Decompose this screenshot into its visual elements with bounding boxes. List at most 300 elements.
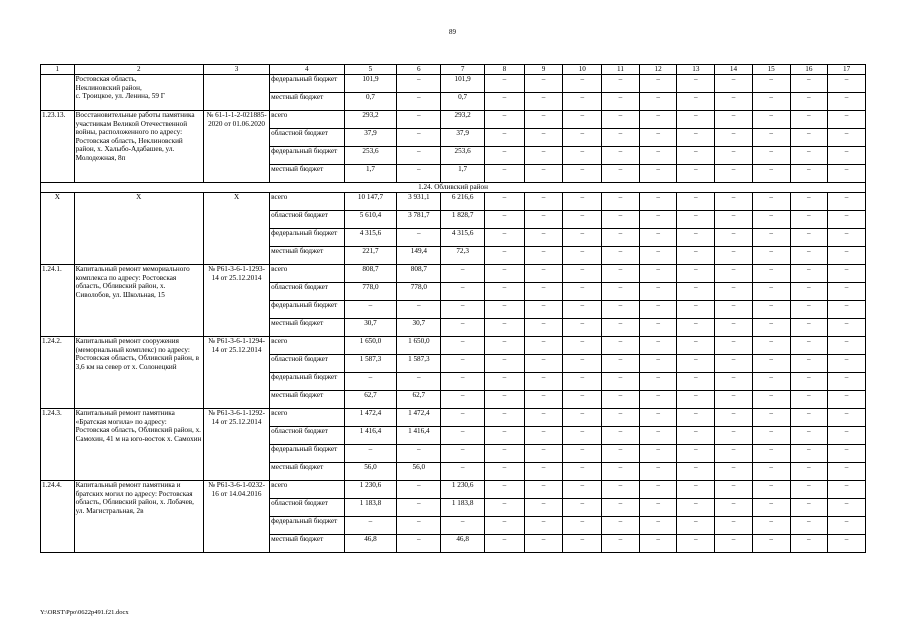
amount-c9: – <box>524 373 563 391</box>
amount-c6: 3 931,1 <box>397 193 441 211</box>
amount-c14: – <box>715 445 753 463</box>
amount-c8: – <box>485 165 525 183</box>
amount-c10: – <box>563 481 602 499</box>
amount-c7: – <box>441 445 485 463</box>
amount-c7: – <box>441 427 485 445</box>
funding-source: федеральный бюджет <box>270 147 344 165</box>
table-row <box>41 111 866 129</box>
amount-c10: – <box>563 337 602 355</box>
item-document: № Р61-3-6-1-1293-14 от 25.12.2014 <box>203 265 269 337</box>
funding-source: всего <box>270 409 344 427</box>
amount-c7: 1 230,6 <box>441 481 485 499</box>
amount-c13: – <box>677 129 715 147</box>
amount-c14: – <box>715 427 753 445</box>
item-number: 1.24.1. <box>41 265 75 337</box>
amount-c12: – <box>639 499 677 517</box>
amount-c10: – <box>563 463 602 481</box>
amount-c12: – <box>639 129 677 147</box>
amount-c7: – <box>441 319 485 337</box>
amount-c12: – <box>639 481 677 499</box>
amount-c17: – <box>828 93 866 111</box>
amount-c17: – <box>828 481 866 499</box>
amount-c9: – <box>524 283 563 301</box>
amount-c11: – <box>602 75 640 93</box>
funding-source: областной бюджет <box>270 355 344 373</box>
amount-c8: – <box>485 391 525 409</box>
item-number: 1.24.4. <box>41 481 75 553</box>
funding-source: местный бюджет <box>270 535 344 553</box>
amount-c12: – <box>639 229 677 247</box>
amount-c12: – <box>639 75 677 93</box>
amount-c13: – <box>677 373 715 391</box>
item-document: № Р61-3-6-1-0232-16 от 14.04.2016 <box>203 481 269 553</box>
amount-c7: 253,6 <box>441 147 485 165</box>
amount-c9: – <box>524 93 563 111</box>
amount-c5: 30,7 <box>344 319 397 337</box>
amount-c10: – <box>563 165 602 183</box>
funding-source: федеральный бюджет <box>270 445 344 463</box>
column-number-14: 14 <box>715 65 753 75</box>
amount-c14: – <box>715 247 753 265</box>
amount-c5: 4 315,6 <box>344 229 397 247</box>
amount-c8: – <box>485 265 525 283</box>
amount-c16: – <box>790 319 828 337</box>
item-document: № Р61-3-6-1-1294-14 от 25.12.2014 <box>203 337 269 409</box>
item-document <box>203 75 269 111</box>
amount-c6: 62,7 <box>397 391 441 409</box>
amount-c16: – <box>790 265 828 283</box>
amount-c11: – <box>602 283 640 301</box>
amount-c8: – <box>485 147 525 165</box>
amount-c7: – <box>441 355 485 373</box>
amount-c8: – <box>485 247 525 265</box>
column-number-6: 6 <box>397 65 441 75</box>
amount-c15: – <box>752 129 790 147</box>
amount-c13: – <box>677 229 715 247</box>
funding-source: местный бюджет <box>270 319 344 337</box>
funding-source: федеральный бюджет <box>270 75 344 93</box>
amount-c5: 37,9 <box>344 129 397 147</box>
amount-c14: – <box>715 535 753 553</box>
amount-c13: – <box>677 319 715 337</box>
amount-c12: – <box>639 391 677 409</box>
amount-c8: – <box>485 337 525 355</box>
amount-c8: – <box>485 517 525 535</box>
amount-c16: – <box>790 301 828 319</box>
amount-c16: – <box>790 111 828 129</box>
amount-c7: 6 216,6 <box>441 193 485 211</box>
amount-c6: – <box>397 373 441 391</box>
amount-c16: – <box>790 283 828 301</box>
amount-c15: – <box>752 463 790 481</box>
amount-c11: – <box>602 301 640 319</box>
amount-c6: – <box>397 165 441 183</box>
amount-c11: – <box>602 463 640 481</box>
amount-c16: – <box>790 463 828 481</box>
amount-c11: – <box>602 373 640 391</box>
amount-c13: – <box>677 211 715 229</box>
item-document: № Р61-3-6-1-1292-14 от 25.12.2014 <box>203 409 269 481</box>
amount-c11: – <box>602 319 640 337</box>
amount-c10: – <box>563 247 602 265</box>
amount-c15: – <box>752 337 790 355</box>
column-number-12: 12 <box>639 65 677 75</box>
amount-c7: 1 828,7 <box>441 211 485 229</box>
amount-c17: – <box>828 319 866 337</box>
amount-c14: – <box>715 129 753 147</box>
amount-c9: – <box>524 427 563 445</box>
funding-source: федеральный бюджет <box>270 373 344 391</box>
amount-c8: – <box>485 535 525 553</box>
amount-c16: – <box>790 229 828 247</box>
amount-c13: – <box>677 247 715 265</box>
amount-c7: 4 315,6 <box>441 229 485 247</box>
amount-c6: 30,7 <box>397 319 441 337</box>
amount-c10: – <box>563 211 602 229</box>
amount-c17: – <box>828 75 866 93</box>
amount-c7: – <box>441 409 485 427</box>
amount-c15: – <box>752 355 790 373</box>
amount-c16: – <box>790 355 828 373</box>
amount-c11: – <box>602 129 640 147</box>
amount-c12: – <box>639 445 677 463</box>
item-name: Капитальный ремонт памятника и братских могил по адресу: Ростовская область, Обливский район, х. Лобачев, ул. Магистральная, 2в <box>74 481 203 553</box>
column-number-2: 2 <box>74 65 203 75</box>
amount-c11: – <box>602 193 640 211</box>
amount-c14: – <box>715 337 753 355</box>
column-number-16: 16 <box>790 65 828 75</box>
amount-c10: – <box>563 373 602 391</box>
amount-c6: 3 781,7 <box>397 211 441 229</box>
amount-c17: – <box>828 111 866 129</box>
funding-source: областной бюджет <box>270 427 344 445</box>
amount-c14: – <box>715 301 753 319</box>
amount-c12: – <box>639 211 677 229</box>
funding-source: всего <box>270 481 344 499</box>
item-number: 1.23.13. <box>41 111 75 183</box>
amount-c10: – <box>563 193 602 211</box>
amount-c16: – <box>790 373 828 391</box>
amount-c13: – <box>677 301 715 319</box>
amount-c11: – <box>602 355 640 373</box>
amount-c10: – <box>563 355 602 373</box>
item-number <box>41 75 75 111</box>
amount-c13: – <box>677 499 715 517</box>
amount-c15: – <box>752 193 790 211</box>
amount-c8: – <box>485 445 525 463</box>
amount-c5: 5 610,4 <box>344 211 397 229</box>
amount-c14: – <box>715 391 753 409</box>
amount-c12: – <box>639 111 677 129</box>
amount-c9: – <box>524 409 563 427</box>
amount-c7: 293,2 <box>441 111 485 129</box>
amount-c9: – <box>524 463 563 481</box>
amount-c14: – <box>715 463 753 481</box>
amount-c8: – <box>485 283 525 301</box>
amount-c5: 1 650,0 <box>344 337 397 355</box>
amount-c14: – <box>715 93 753 111</box>
amount-c16: – <box>790 147 828 165</box>
amount-c6: – <box>397 535 441 553</box>
table-row <box>41 75 866 93</box>
amount-c15: – <box>752 301 790 319</box>
column-number-17: 17 <box>828 65 866 75</box>
amount-c14: – <box>715 265 753 283</box>
amount-c16: – <box>790 481 828 499</box>
amount-c15: – <box>752 147 790 165</box>
amount-c16: – <box>790 391 828 409</box>
amount-c6: – <box>397 301 441 319</box>
amount-c6: 1 416,4 <box>397 427 441 445</box>
amount-c9: – <box>524 337 563 355</box>
amount-c10: – <box>563 445 602 463</box>
amount-c7: – <box>441 373 485 391</box>
amount-c16: – <box>790 129 828 147</box>
amount-c11: – <box>602 499 640 517</box>
amount-c8: – <box>485 229 525 247</box>
funding-source: местный бюджет <box>270 391 344 409</box>
amount-c5: 1 587,3 <box>344 355 397 373</box>
item-name: Капитальный ремонт мемориального комплекса по адресу: Ростовская область, Обливский район, х. Сиволобов, ул. Школьная, 15 <box>74 265 203 337</box>
funding-source: местный бюджет <box>270 463 344 481</box>
amount-c17: – <box>828 499 866 517</box>
amount-c7: – <box>441 265 485 283</box>
item-number: Х <box>41 193 75 265</box>
column-number-11: 11 <box>602 65 640 75</box>
amount-c15: – <box>752 111 790 129</box>
amount-c12: – <box>639 319 677 337</box>
amount-c17: – <box>828 229 866 247</box>
amount-c8: – <box>485 111 525 129</box>
amount-c11: – <box>602 445 640 463</box>
amount-c13: – <box>677 93 715 111</box>
column-number-5: 5 <box>344 65 397 75</box>
amount-c16: – <box>790 93 828 111</box>
amount-c14: – <box>715 481 753 499</box>
amount-c6: 1 587,3 <box>397 355 441 373</box>
column-number-4: 4 <box>270 65 344 75</box>
amount-c9: – <box>524 111 563 129</box>
amount-c6: – <box>397 445 441 463</box>
amount-c7: – <box>441 517 485 535</box>
section-title: 1.24. Обливский район <box>41 183 866 193</box>
amount-c9: – <box>524 355 563 373</box>
amount-c16: – <box>790 193 828 211</box>
amount-c14: – <box>715 229 753 247</box>
amount-c15: – <box>752 427 790 445</box>
amount-c9: – <box>524 481 563 499</box>
amount-c15: – <box>752 319 790 337</box>
amount-c8: – <box>485 75 525 93</box>
amount-c15: – <box>752 247 790 265</box>
item-document: № 61-1-1-2-021885-2020 от 01.06.2020 <box>203 111 269 183</box>
footer-file-path: Y:\ORST\Ppo\0622p491.f21.docx <box>40 609 129 616</box>
funding-source: областной бюджет <box>270 499 344 517</box>
amount-c7: 1,7 <box>441 165 485 183</box>
amount-c15: – <box>752 165 790 183</box>
funding-source: всего <box>270 337 344 355</box>
amount-c14: – <box>715 517 753 535</box>
amount-c5: – <box>344 445 397 463</box>
amount-c5: 1 183,8 <box>344 499 397 517</box>
column-number-1: 1 <box>41 65 75 75</box>
amount-c17: – <box>828 337 866 355</box>
amount-c6: – <box>397 517 441 535</box>
amount-c14: – <box>715 355 753 373</box>
amount-c9: – <box>524 445 563 463</box>
amount-c9: – <box>524 319 563 337</box>
amount-c7: – <box>441 463 485 481</box>
amount-c6: 56,0 <box>397 463 441 481</box>
amount-c6: – <box>397 229 441 247</box>
item-name: Капитальный ремонт памятника «Братская могила» по адресу: Ростовская область, Обливский район, х. Самохин, 41 м на юго-восток х. Самохин <box>74 409 203 481</box>
amount-c17: – <box>828 193 866 211</box>
amount-c16: – <box>790 535 828 553</box>
amount-c9: – <box>524 535 563 553</box>
amount-c11: – <box>602 337 640 355</box>
funding-source: всего <box>270 111 344 129</box>
amount-c13: – <box>677 193 715 211</box>
column-number-7: 7 <box>441 65 485 75</box>
funding-source: всего <box>270 193 344 211</box>
amount-c13: – <box>677 427 715 445</box>
amount-c5: – <box>344 517 397 535</box>
amount-c7: – <box>441 337 485 355</box>
amount-c12: – <box>639 165 677 183</box>
section-row <box>41 183 866 193</box>
amount-c5: 1 230,6 <box>344 481 397 499</box>
amount-c8: – <box>485 193 525 211</box>
amount-c12: – <box>639 301 677 319</box>
amount-c13: – <box>677 355 715 373</box>
amount-c11: – <box>602 111 640 129</box>
amount-c7: 46,8 <box>441 535 485 553</box>
amount-c12: – <box>639 535 677 553</box>
amount-c15: – <box>752 283 790 301</box>
amount-c5: 1,7 <box>344 165 397 183</box>
amount-c11: – <box>602 481 640 499</box>
table-row <box>41 193 866 211</box>
amount-c17: – <box>828 301 866 319</box>
amount-c10: – <box>563 229 602 247</box>
item-name: Капитальный ремонт сооружения (мемориальный комплекс) по адресу: Ростовская область, Обливский район, в 3,6 км на север от х. Солонецкий <box>74 337 203 409</box>
amount-c13: – <box>677 165 715 183</box>
amount-c7: 101,9 <box>441 75 485 93</box>
amount-c15: – <box>752 517 790 535</box>
funding-source: областной бюджет <box>270 211 344 229</box>
amount-c11: – <box>602 517 640 535</box>
amount-c17: – <box>828 147 866 165</box>
amount-c14: – <box>715 75 753 93</box>
item-name: Восстановительные работы памятника участникам Великой Отечественной войны, расположенного по адресу: Ростовская область, Неклиновский район, х. Халыбо-Адабашев, ул. Молодежная, 8п <box>74 111 203 183</box>
amount-c15: – <box>752 211 790 229</box>
funding-source: федеральный бюджет <box>270 301 344 319</box>
amount-c11: – <box>602 147 640 165</box>
item-document: Х <box>203 193 269 265</box>
amount-c10: – <box>563 265 602 283</box>
amount-c13: – <box>677 535 715 553</box>
amount-c5: 253,6 <box>344 147 397 165</box>
amount-c6: 149,4 <box>397 247 441 265</box>
amount-c11: – <box>602 165 640 183</box>
amount-c5: 10 147,7 <box>344 193 397 211</box>
amount-c13: – <box>677 391 715 409</box>
amount-c12: – <box>639 265 677 283</box>
item-name: Ростовская область, Неклиновский район, с. Троицкое, ул. Ленина, 59 Г <box>74 75 203 111</box>
amount-c15: – <box>752 373 790 391</box>
amount-c10: – <box>563 535 602 553</box>
amount-c12: – <box>639 283 677 301</box>
amount-c13: – <box>677 265 715 283</box>
amount-c15: – <box>752 481 790 499</box>
amount-c8: – <box>485 301 525 319</box>
amount-c17: – <box>828 373 866 391</box>
amount-c7: 1 183,8 <box>441 499 485 517</box>
table-row <box>41 409 866 427</box>
amount-c13: – <box>677 147 715 165</box>
amount-c8: – <box>485 355 525 373</box>
funding-source: местный бюджет <box>270 247 344 265</box>
amount-c6: – <box>397 93 441 111</box>
amount-c13: – <box>677 463 715 481</box>
amount-c10: – <box>563 283 602 301</box>
amount-c9: – <box>524 229 563 247</box>
amount-c6: – <box>397 147 441 165</box>
amount-c5: 221,7 <box>344 247 397 265</box>
amount-c10: – <box>563 147 602 165</box>
amount-c9: – <box>524 247 563 265</box>
amount-c10: – <box>563 427 602 445</box>
amount-c14: – <box>715 147 753 165</box>
amount-c9: – <box>524 391 563 409</box>
amount-c12: – <box>639 373 677 391</box>
amount-c6: – <box>397 499 441 517</box>
amount-c17: – <box>828 535 866 553</box>
amount-c7: – <box>441 301 485 319</box>
amount-c13: – <box>677 517 715 535</box>
amount-c5: – <box>344 301 397 319</box>
amount-c17: – <box>828 129 866 147</box>
amount-c12: – <box>639 427 677 445</box>
amount-c5: 101,9 <box>344 75 397 93</box>
amount-c12: – <box>639 93 677 111</box>
item-name: Х <box>74 193 203 265</box>
amount-c8: – <box>485 319 525 337</box>
amount-c17: – <box>828 445 866 463</box>
amount-c14: – <box>715 409 753 427</box>
amount-c17: – <box>828 265 866 283</box>
amount-c14: – <box>715 499 753 517</box>
funding-source: федеральный бюджет <box>270 229 344 247</box>
amount-c16: – <box>790 211 828 229</box>
amount-c16: – <box>790 427 828 445</box>
amount-c5: 293,2 <box>344 111 397 129</box>
funding-source: федеральный бюджет <box>270 517 344 535</box>
amount-c14: – <box>715 283 753 301</box>
amount-c8: – <box>485 409 525 427</box>
amount-c13: – <box>677 481 715 499</box>
amount-c5: 0,7 <box>344 93 397 111</box>
amount-c13: – <box>677 337 715 355</box>
funding-source: местный бюджет <box>270 165 344 183</box>
amount-c17: – <box>828 165 866 183</box>
amount-c16: – <box>790 337 828 355</box>
page-number: 89 <box>449 28 456 36</box>
amount-c17: – <box>828 391 866 409</box>
amount-c5: 62,7 <box>344 391 397 409</box>
item-number: 1.24.3. <box>41 409 75 481</box>
amount-c16: – <box>790 165 828 183</box>
